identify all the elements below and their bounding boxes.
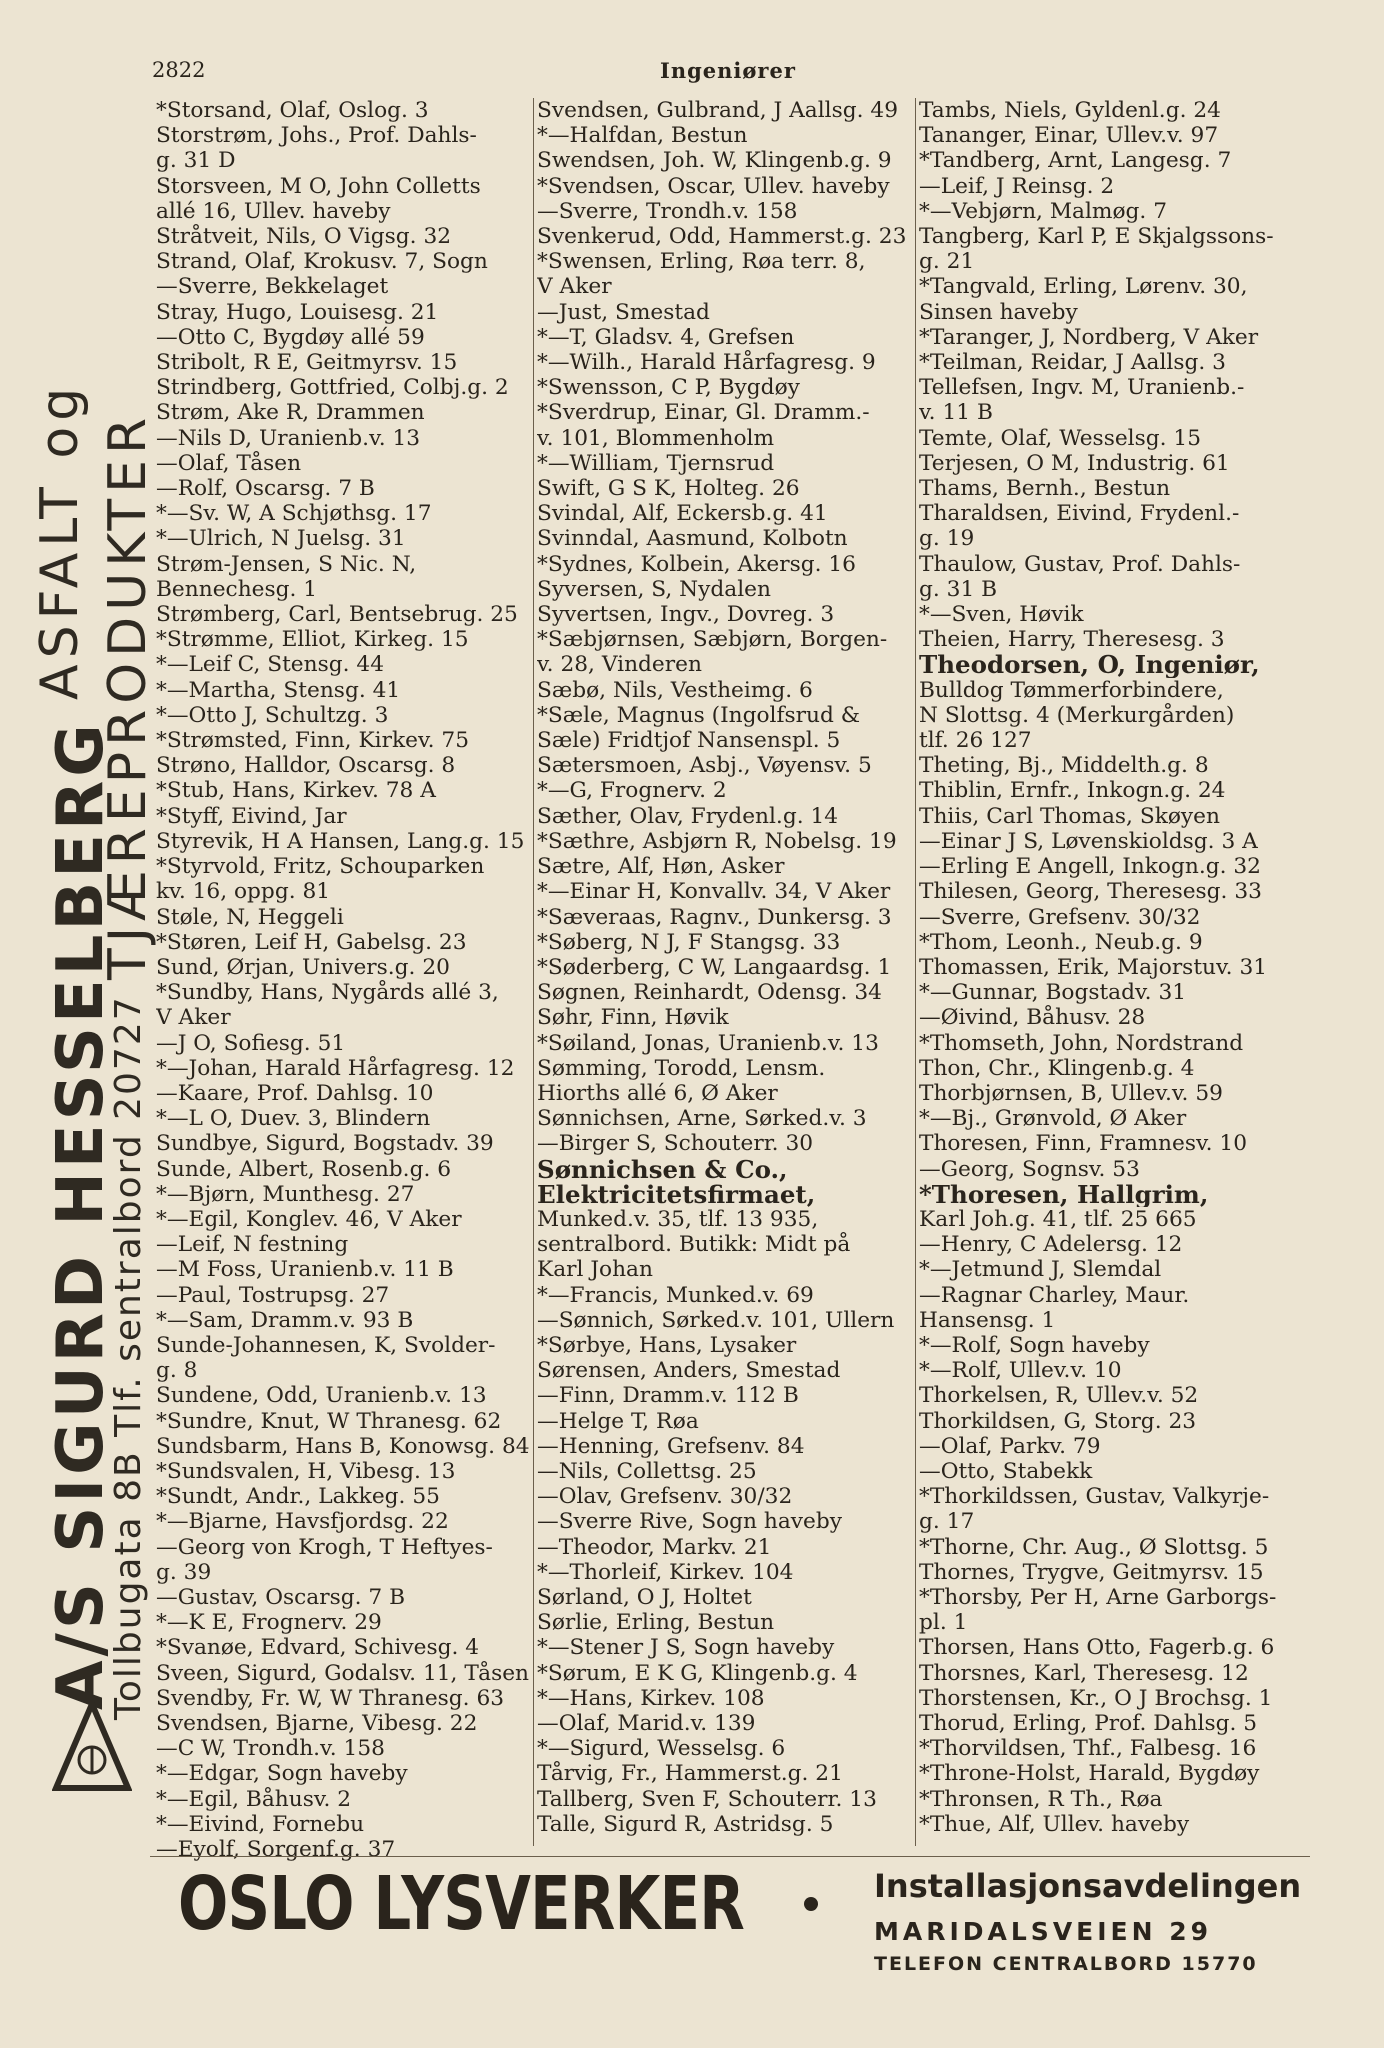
directory-entry: Tangberg, Karl P, E Skjalgssons- bbox=[919, 224, 1274, 250]
directory-entry: *Tangvald, Erling, Lørenv. 30, bbox=[919, 274, 1248, 300]
directory-entry: allé 16, Ullev. haveby bbox=[156, 198, 391, 224]
directory-entry: —Olaf, Marid.v. 139 bbox=[537, 1711, 756, 1736]
directory-entry: *—Francis, Munked.v. 69 bbox=[537, 1282, 814, 1308]
directory-entry: Thorbjørnsen, B, Ullev.v. 59 bbox=[919, 1080, 1223, 1106]
directory-entry: Elektricitetsfirmaet, bbox=[537, 1181, 816, 1207]
directory-entry: v. 28, Vinderen bbox=[537, 652, 702, 678]
directory-entry: Sømming, Torodd, Lensm. bbox=[537, 1055, 826, 1081]
directory-entry: Thiis, Carl Thomas, Skøyen bbox=[919, 803, 1220, 829]
directory-entry: *—G, Frognerv. 2 bbox=[537, 778, 727, 804]
directory-entry: Sørensen, Anders, Smestad bbox=[537, 1358, 841, 1384]
directory-entry: *Sæbjørnsen, Sæbjørn, Borgen- bbox=[537, 627, 888, 653]
directory-entry: —Just, Smestad bbox=[537, 299, 710, 325]
directory-column-2 bbox=[537, 98, 913, 1837]
directory-entry: Tårvig, Fr., Hammerst.g. 21 bbox=[537, 1761, 843, 1787]
directory-entry: —Einar J S, Løvenskioldsg. 3 A bbox=[919, 828, 1258, 854]
directory-entry: Svinndal, Aasmund, Kolbotn bbox=[537, 526, 848, 552]
directory-entry: Storstrøm, Johs., Prof. Dahls- bbox=[156, 123, 477, 149]
directory-entry: *Sæveraas, Ragnv., Dunkersg. 3 bbox=[537, 904, 892, 930]
directory-entry: Storsveen, M O, John Colletts bbox=[156, 173, 481, 199]
directory-entry: sentralbord. Butikk: Midt på bbox=[537, 1232, 851, 1258]
directory-entry: g. 31 D bbox=[156, 148, 236, 174]
directory-entry: *Teilman, Reidar, J Aallsg. 3 bbox=[919, 350, 1226, 376]
directory-entry: Tellefsen, Ingv. M, Uranienb.- bbox=[919, 375, 1245, 401]
directory-entry: Thorkildsen, G, Storg. 23 bbox=[919, 1408, 1197, 1434]
directory-entry: Sundbye, Sigurd, Bogstadv. 39 bbox=[156, 1131, 494, 1157]
directory-entry: Svendsen, Bjarne, Vibesg. 22 bbox=[156, 1711, 478, 1736]
directory-entry: —Nils, Collettsg. 25 bbox=[537, 1458, 757, 1484]
directory-entry: —Olaf, Parkv. 79 bbox=[919, 1433, 1101, 1459]
directory-entry: *Throne-Holst, Harald, Bygdøy bbox=[919, 1761, 1260, 1787]
directory-entry: Strøm-Jensen, S Nic. N, bbox=[156, 551, 417, 577]
directory-entry: Sørlie, Erling, Bestun bbox=[537, 1610, 775, 1636]
directory-entry: Sætersmoen, Asbj., Vøyensv. 5 bbox=[537, 753, 872, 779]
directory-entry: Thorsnes, Karl, Theresesg. 12 bbox=[919, 1660, 1249, 1686]
directory-entry: Sundene, Odd, Uranienb.v. 13 bbox=[156, 1383, 487, 1409]
directory-entry: Theting, Bj., Middelth.g. 8 bbox=[919, 753, 1209, 779]
directory-entry: Sætre, Alf, Høn, Asker bbox=[537, 854, 785, 880]
directory-entry: *Tandberg, Arnt, Langesg. 7 bbox=[919, 148, 1232, 174]
directory-entry: Sæther, Olav, Frydenl.g. 14 bbox=[537, 803, 839, 829]
directory-entry: Strømberg, Carl, Bentsebrug. 25 bbox=[156, 602, 518, 628]
directory-entry: Thomassen, Erik, Majorstuv. 31 bbox=[919, 954, 1268, 980]
directory-entry: *—Egil, Konglev. 46, V Aker bbox=[156, 1206, 462, 1232]
directory-entry: *—William, Tjernsrud bbox=[537, 450, 775, 476]
directory-entry: Svendby, Fr. W, W Thranesg. 63 bbox=[156, 1685, 505, 1711]
directory-entry: *—Ulrich, N Juelsg. 31 bbox=[156, 526, 406, 552]
directory-entry: Sveen, Sigurd, Godalsv. 11, Tåsen bbox=[156, 1660, 530, 1686]
side-ad-company: A/S SIGURD HESSELBERG bbox=[44, 720, 118, 1710]
directory-entry: Theodorsen, O, Ingeniør, bbox=[919, 652, 1260, 678]
directory-entry: Thoresen, Finn, Framnesv. 10 bbox=[919, 1131, 1248, 1157]
directory-entry: —Ragnar Charley, Maur. bbox=[919, 1282, 1190, 1308]
directory-entry: *Swensson, C P, Bygdøy bbox=[537, 375, 800, 401]
directory-entry: Sønnichsen & Co., bbox=[537, 1156, 788, 1182]
directory-entry: Thams, Bernh., Bestun bbox=[919, 476, 1171, 502]
directory-entry: Tananger, Einar, Ullev.v. 97 bbox=[919, 123, 1219, 149]
directory-entry: *Thomseth, John, Nordstrand bbox=[919, 1030, 1244, 1056]
ad-phone: TELEFON CENTRALBORD 15770 bbox=[874, 1953, 1258, 1975]
directory-entry: —Olav, Grefsenv. 30/32 bbox=[537, 1484, 793, 1510]
directory-entry: Stråtveit, Nils, O Vigsg. 32 bbox=[156, 224, 452, 250]
directory-entry: *Sydnes, Kolbein, Akersg. 16 bbox=[537, 551, 856, 577]
directory-entry: Thornes, Trygve, Geitmyrsv. 15 bbox=[919, 1559, 1264, 1585]
directory-entry: —Otto, Stabekk bbox=[919, 1458, 1093, 1484]
directory-entry: —Sverre, Grefsenv. 30/32 bbox=[919, 904, 1201, 930]
directory-entry: Søhr, Finn, Høvik bbox=[537, 1005, 729, 1031]
directory-entry: g. 8 bbox=[156, 1358, 198, 1384]
directory-entry: Hiorths allé 6, Ø Aker bbox=[537, 1080, 778, 1106]
directory-entry: *—Johan, Harald Hårfagresg. 12 bbox=[156, 1055, 515, 1081]
directory-entry: —C W, Trondh.v. 158 bbox=[156, 1736, 385, 1762]
directory-entry: V Aker bbox=[156, 1005, 231, 1031]
company-logo bbox=[52, 1700, 132, 1794]
directory-entry: *Søiland, Jonas, Uranienb.v. 13 bbox=[537, 1030, 879, 1056]
directory-entry: *Thoresen, Hallgrim, bbox=[919, 1181, 1209, 1207]
directory-entry: —Birger S, Schouterr. 30 bbox=[537, 1131, 814, 1157]
directory-entry: —Henning, Grefsenv. 84 bbox=[537, 1433, 805, 1459]
directory-entry: Sund, Ørjan, Univers.g. 20 bbox=[156, 954, 450, 980]
directory-entry: *Thronsen, R Th., Røa bbox=[919, 1786, 1163, 1812]
directory-entry: Styrevik, H A Hansen, Lang.g. 15 bbox=[156, 828, 525, 854]
page-number: 2822 bbox=[152, 58, 206, 82]
directory-entry: *—Bjarne, Havsfjordsg. 22 bbox=[156, 1509, 449, 1535]
directory-entry: Strindberg, Gottfried, Colbj.g. 2 bbox=[156, 375, 509, 401]
directory-entry: V Aker bbox=[537, 274, 612, 300]
directory-entry: *Søberg, N J, F Stangsg. 33 bbox=[537, 929, 841, 955]
directory-entry: —Olaf, Tåsen bbox=[156, 450, 302, 476]
directory-entry: Svendsen, Gulbrand, J Aallsg. 49 bbox=[537, 98, 899, 123]
directory-column-3 bbox=[919, 98, 1297, 1837]
directory-entry: *—Eivind, Fornebu bbox=[156, 1811, 365, 1837]
directory-entry: *Storsand, Olaf, Oslog. 3 bbox=[156, 98, 429, 123]
directory-entry: Svenkerud, Odd, Hammerst.g. 23 bbox=[537, 224, 907, 250]
directory-entry: *—Einar H, Konvallv. 34, V Aker bbox=[537, 879, 891, 905]
directory-entry: *—Rolf, Ullev.v. 10 bbox=[919, 1358, 1122, 1384]
directory-entry: *—Otto J, Schultzg. 3 bbox=[156, 702, 389, 728]
directory-entry: Syversen, S, Nydalen bbox=[537, 576, 771, 602]
directory-entry: Thiblin, Ernfr., Inkogn.g. 24 bbox=[919, 778, 1226, 804]
directory-entry: —Leif, N festning bbox=[156, 1232, 349, 1258]
directory-entry: tlf. 26 127 bbox=[919, 728, 1032, 754]
directory-entry: *Thorne, Chr. Aug., Ø Slottsg. 5 bbox=[919, 1534, 1269, 1560]
directory-entry: —J O, Sofiesg. 51 bbox=[156, 1030, 346, 1056]
directory-entry: *—Stener J S, Sogn haveby bbox=[537, 1635, 835, 1661]
directory-entry: —Henry, C Adelersg. 12 bbox=[919, 1232, 1183, 1258]
directory-entry: N Slottsg. 4 (Merkurgården) bbox=[919, 702, 1235, 728]
directory-entry: Sønnichsen, Arne, Sørked.v. 3 bbox=[537, 1106, 867, 1132]
directory-entry: *—Vebjørn, Malmøg. 7 bbox=[919, 198, 1167, 224]
directory-entry: Tallberg, Sven F, Schouterr. 13 bbox=[537, 1786, 877, 1812]
directory-entry: *Styff, Eivind, Jar bbox=[156, 803, 347, 829]
directory-entry: *Sundsvalen, H, Vibesg. 13 bbox=[156, 1458, 456, 1484]
directory-entry: *Sundt, Andr., Lakkeg. 55 bbox=[156, 1484, 440, 1510]
directory-entry: *—Leif C, Stensg. 44 bbox=[156, 652, 385, 678]
directory-entry: *—Martha, Stensg. 41 bbox=[156, 677, 401, 703]
directory-entry: —Gustav, Oscarsg. 7 B bbox=[156, 1584, 406, 1610]
ad-department: Installasjonsavdelingen bbox=[874, 1867, 1302, 1905]
directory-entry: v. 101, Blommenholm bbox=[537, 425, 775, 451]
directory-entry: Thorkelsen, R, Ullev.v. 52 bbox=[919, 1383, 1199, 1409]
directory-entry: Hansensg. 1 bbox=[919, 1307, 1056, 1333]
directory-entry: Stribolt, R E, Geitmyrsv. 15 bbox=[156, 350, 458, 376]
directory-entry: Sæle) Fridtjof Nansenspl. 5 bbox=[537, 728, 841, 754]
directory-entry: *—Jetmund J, Slemdal bbox=[919, 1257, 1162, 1283]
directory-entry: *Strømme, Elliot, Kirkeg. 15 bbox=[156, 627, 469, 653]
ad-bullet-dot bbox=[804, 1897, 818, 1911]
directory-entry: Thaulow, Gustav, Prof. Dahls- bbox=[919, 551, 1241, 577]
directory-entry: *—T, Gladsv. 4, Grefsen bbox=[537, 324, 795, 350]
directory-entry: Terjesen, O M, Industrig. 61 bbox=[919, 450, 1230, 476]
directory-entry: —Georg, Sognsv. 53 bbox=[919, 1156, 1140, 1182]
directory-entry: Munked.v. 35, tlf. 13 935, bbox=[537, 1206, 819, 1232]
directory-entry: *Sverdrup, Einar, Gl. Dramm.- bbox=[537, 400, 870, 426]
directory-entry: —Finn, Dramm.v. 112 B bbox=[537, 1383, 799, 1409]
directory-entry: —Sverre Rive, Sogn haveby bbox=[537, 1509, 843, 1535]
directory-entry: Bulldog Tømmerforbindere, bbox=[919, 677, 1224, 703]
side-advertisement bbox=[20, 80, 158, 1860]
directory-entry: *—K E, Frognerv. 29 bbox=[156, 1610, 382, 1636]
directory-entry: Sæbø, Nils, Vestheimg. 6 bbox=[537, 677, 813, 703]
directory-entry: *—Sam, Dramm.v. 93 B bbox=[156, 1307, 414, 1333]
directory-entry: —Eyolf, Sorgenf.g. 37 bbox=[156, 1837, 396, 1863]
directory-entry: *—Sigurd, Wesselsg. 6 bbox=[537, 1736, 786, 1762]
directory-entry: g. 21 bbox=[919, 249, 975, 275]
directory-entry: Svindal, Alf, Eckersb.g. 41 bbox=[537, 501, 828, 527]
directory-entry: Thorud, Erling, Prof. Dahlsg. 5 bbox=[919, 1711, 1258, 1736]
directory-entry: Swendsen, Joh. W, Klingenb.g. 9 bbox=[537, 148, 892, 174]
directory-entry: *Strømsted, Finn, Kirkev. 75 bbox=[156, 728, 470, 754]
directory-entry: *Sørum, E K G, Klingenb.g. 4 bbox=[537, 1660, 858, 1686]
directory-entry: Tharaldsen, Eivind, Frydenl.- bbox=[919, 501, 1240, 527]
directory-entry: Sørland, O J, Holtet bbox=[537, 1584, 752, 1610]
directory-entry: *Svendsen, Oscar, Ullev. haveby bbox=[537, 173, 890, 199]
directory-entry: Syvertsen, Ingv., Dovreg. 3 bbox=[537, 602, 835, 628]
directory-entry: Strøno, Halldor, Oscarsg. 8 bbox=[156, 753, 456, 779]
directory-entry: —Georg von Krogh, T Heftyes- bbox=[156, 1534, 493, 1560]
directory-entry: *Sæle, Magnus (Ingolfsrud & bbox=[537, 702, 861, 728]
directory-entry: *Thorvildsen, Thf., Falbesg. 16 bbox=[919, 1736, 1257, 1762]
directory-entry: —Øivind, Båhusv. 28 bbox=[919, 1005, 1146, 1031]
column-divider bbox=[533, 98, 534, 1846]
directory-entry: Thon, Chr., Klingenb.g. 4 bbox=[919, 1055, 1195, 1081]
side-ad-product-line2: TJÆREPRODUKTER bbox=[98, 411, 158, 980]
directory-entry: v. 11 B bbox=[919, 400, 993, 426]
directory-entry: Talle, Sigurd R, Astridsg. 5 bbox=[537, 1811, 834, 1837]
directory-entry: *Søderberg, C W, Langaardsg. 1 bbox=[537, 954, 892, 980]
directory-entry: Sinsen haveby bbox=[919, 299, 1078, 325]
directory-entry: Bennechesg. 1 bbox=[156, 576, 318, 602]
directory-entry: *Taranger, J, Nordberg, V Aker bbox=[919, 324, 1259, 350]
directory-entry: *—Wilh., Harald Hårfagresg. 9 bbox=[537, 350, 876, 376]
directory-entry: *—Halfdan, Bestun bbox=[537, 123, 748, 149]
directory-entry: *—Sv. W, A Schjøthsg. 17 bbox=[156, 501, 432, 527]
directory-entry: *—Hans, Kirkev. 108 bbox=[537, 1685, 765, 1711]
directory-entry: *Thorsby, Per H, Arne Garborgs- bbox=[919, 1584, 1277, 1610]
directory-entry: *Sundre, Knut, W Thranesg. 62 bbox=[156, 1408, 502, 1434]
directory-entry: *Stub, Hans, Kirkev. 78 A bbox=[156, 778, 436, 804]
directory-entry: Sunde, Albert, Rosenb.g. 6 bbox=[156, 1156, 452, 1182]
directory-entry: g. 39 bbox=[156, 1559, 212, 1585]
directory-entry: *Swensen, Erling, Røa terr. 8, bbox=[537, 249, 866, 275]
directory-entry: Støle, N, Heggeli bbox=[156, 904, 344, 930]
side-ad-product-line1: ASFALT og bbox=[30, 381, 90, 700]
directory-entry: *Styrvold, Fritz, Schouparken bbox=[156, 854, 485, 880]
ad-address: MARIDALSVEIEN 29 bbox=[874, 1917, 1213, 1946]
directory-entry: g. 19 bbox=[919, 526, 975, 552]
directory-entry: —Theodor, Markv. 21 bbox=[537, 1534, 772, 1560]
directory-entry: Tambs, Niels, Gyldenl.g. 24 bbox=[919, 98, 1221, 123]
directory-entry: Stray, Hugo, Louisesg. 21 bbox=[156, 299, 439, 325]
directory-entry: *—Bjørn, Munthesg. 27 bbox=[156, 1181, 415, 1207]
directory-entry: *Støren, Leif H, Gabelsg. 23 bbox=[156, 929, 467, 955]
directory-entry: Swift, G S K, Holteg. 26 bbox=[537, 476, 800, 502]
directory-entry: *—Sven, Høvik bbox=[919, 602, 1084, 628]
directory-entry: —Sverre, Bekkelaget bbox=[156, 274, 389, 300]
directory-entry: *Sørbye, Hans, Lysaker bbox=[537, 1332, 797, 1358]
directory-entry: Søgnen, Reinhardt, Odensg. 34 bbox=[537, 980, 882, 1006]
directory-entry: Karl Joh.g. 41, tlf. 25 665 bbox=[919, 1206, 1197, 1232]
directory-entry: —Erling E Angell, Inkogn.g. 32 bbox=[919, 854, 1261, 880]
directory-entry: pl. 1 bbox=[919, 1610, 968, 1636]
directory-entry: *—Gunnar, Bogstadv. 31 bbox=[919, 980, 1187, 1006]
directory-entry: *—Thorleif, Kirkev. 104 bbox=[537, 1559, 794, 1585]
directory-entry: —M Foss, Uranienb.v. 11 B bbox=[156, 1257, 454, 1283]
directory-entry: Sundsbarm, Hans B, Konowsg. 84 bbox=[156, 1433, 530, 1459]
page-heading: Ingeniører bbox=[660, 58, 796, 83]
directory-entry: Temte, Olaf, Wesselsg. 15 bbox=[919, 425, 1201, 451]
directory-entry: —Helge T, Røa bbox=[537, 1408, 699, 1434]
directory-entry: *—Bj., Grønvold, Ø Aker bbox=[919, 1106, 1187, 1132]
directory-entry: Thorsen, Hans Otto, Fagerb.g. 6 bbox=[919, 1635, 1275, 1661]
column-divider bbox=[915, 98, 916, 1846]
directory-entry: —Paul, Tostrupsg. 27 bbox=[156, 1282, 390, 1308]
directory-entry: Thorstensen, Kr., O J Brochsg. 1 bbox=[919, 1685, 1273, 1711]
directory-entry: *—Rolf, Sogn haveby bbox=[919, 1332, 1150, 1358]
directory-entry: —Rolf, Oscarsg. 7 B bbox=[156, 476, 375, 502]
directory-entry: Karl Johan bbox=[537, 1257, 653, 1283]
directory-entry: *Sæthre, Asbjørn R, Nobelsg. 19 bbox=[537, 828, 897, 854]
directory-entry: *—Egil, Båhusv. 2 bbox=[156, 1786, 352, 1812]
directory-entry: *—L O, Duev. 3, Blindern bbox=[156, 1106, 431, 1132]
directory-entry: *—Edgar, Sogn haveby bbox=[156, 1761, 408, 1787]
bottom-advertisement bbox=[150, 1856, 1310, 1987]
directory-entry: Strøm, Ake R, Drammen bbox=[156, 400, 425, 426]
directory-entry: —Leif, J Reinsg. 2 bbox=[919, 173, 1115, 199]
directory-entry: g. 31 B bbox=[919, 576, 998, 602]
directory-entry: kv. 16, oppg. 81 bbox=[156, 879, 331, 905]
directory-entry: *Thue, Alf, Ullev. haveby bbox=[919, 1811, 1190, 1837]
directory-entry: —Sønnich, Sørked.v. 101, Ullern bbox=[537, 1307, 895, 1333]
directory-entry: —Sverre, Trondh.v. 158 bbox=[537, 198, 798, 224]
ad-company-name: OSLO LYSVERKER bbox=[178, 1861, 745, 1947]
directory-entry: g. 17 bbox=[919, 1509, 975, 1535]
directory-entry: *Sundby, Hans, Nygårds allé 3, bbox=[156, 980, 499, 1006]
directory-entry: *Svanøe, Edvard, Schivesg. 4 bbox=[156, 1635, 480, 1661]
directory-entry: —Otto C, Bygdøy allé 59 bbox=[156, 324, 425, 350]
side-ad-address: Tollbugata 8B Tlf. sentralbord 20727 bbox=[108, 995, 149, 1720]
directory-column-1 bbox=[156, 98, 530, 1862]
directory-entry: Thilesen, Georg, Theresesg. 33 bbox=[919, 879, 1262, 905]
directory-entry: *Thorkildssen, Gustav, Valkyrje- bbox=[919, 1484, 1270, 1510]
directory-entry: Strand, Olaf, Krokusv. 7, Sogn bbox=[156, 249, 488, 275]
directory-entry: —Nils D, Uranienb.v. 13 bbox=[156, 425, 421, 451]
directory-entry: —Kaare, Prof. Dahlsg. 10 bbox=[156, 1080, 434, 1106]
directory-entry: Sunde-Johannesen, K, Svolder- bbox=[156, 1332, 496, 1358]
directory-entry: Theien, Harry, Theresesg. 3 bbox=[919, 627, 1225, 653]
directory-entry: *Thom, Leonh., Neub.g. 9 bbox=[919, 929, 1203, 955]
